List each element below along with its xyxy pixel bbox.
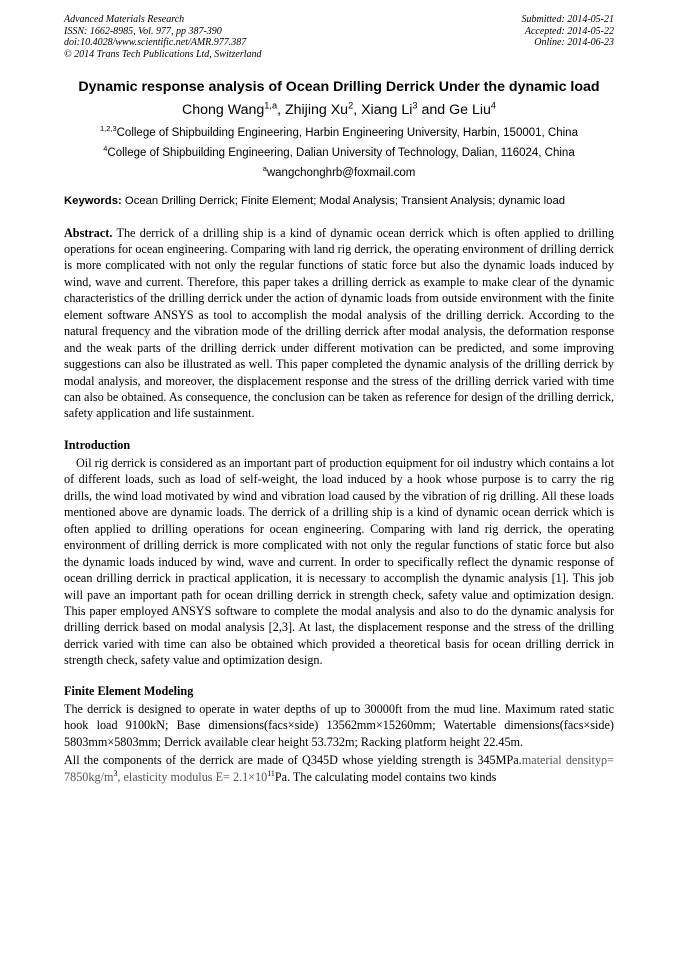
fem-text-a: All the components of the derrick are made of Q345D whose yielding strength is 345MPa. [64,753,522,768]
email-sup: a [262,164,267,174]
paper-title: Dynamic response analysis of Ocean Drilling Derrick Under the dynamic load [78,79,600,95]
email-text[interactable]: wangchonghrb@foxmail.com [266,167,416,179]
affiliation-2 [64,146,614,160]
keywords [64,195,614,209]
journal-issn: ISSN: 1662-8985, Vol. 977, pp 387-390 [64,25,222,37]
section-heading-introduction: Introduction [64,437,131,452]
author-sep: and [417,102,450,118]
journal-header [64,14,614,60]
header-right [522,14,615,60]
fem-paragraph-2 [64,752,614,785]
author-name: Chong Wang [181,102,265,118]
date-accepted: Accepted: 2014-05-22 [524,25,614,37]
affiliation-sup: 1,2,3 [100,124,117,134]
fem-text-d: Pa. The calculating model contains two kinds [274,769,497,784]
affiliation-sup: 4 [103,144,108,154]
affiliation-text: College of Shipbuilding Engineering, Harbin Engineering University, Harbin, 150001, China [116,127,578,139]
author-name: Xiang Li [361,102,413,118]
date-submitted: Submitted: 2014-05-21 [521,14,614,25]
author-sup: 3 [412,100,418,111]
fem-sup-modulus: 11 [267,768,275,778]
keywords-label: Keywords: [64,195,122,207]
journal-name: Advanced Materials Research [64,14,185,25]
date-online: Online: 2014-06-23 [534,37,614,48]
abstract-text: The derrick of a drilling ship is a kind of dynamic ocean derrick which is often applied to drilling operations for ocean engineering. Comparing with land rig derrick, the operating environment of drilling derrick is more complicated with not only the regular functions of static force but also the dynamic loads induced by wind, wave and current. Therefore, this paper takes a drilling derrick as example to make clear of the dynamic characteristics of the drilling derrick under the action of dynamic loads from outside environment with the finite element software ANSYS as tool to accomplish the modal analysis of the drilling derrick. According to the natural frequency and the vibration mode of the drilling derrick after modal analysis, the deformation response and the weak parts of the drilling derrick under different motivation can be predicted, and some improving suggestions can also be illustrated as well. This paper completed the dynamic analysis of the drilling derrick by modal analysis, and moreover, the displacement response and the stress of the drilling derrick varied with time can also be obtained. As consequence, the conclusion can be taken as reference for design of the drilling derrick, safety application and life sustainment. [64,225,614,421]
fem-text-density: material densityρ= 7850kg/m [64,753,614,784]
author-sep: , [353,102,362,118]
author-name: Zhijing Xu [284,102,349,118]
section-heading-fem: Finite Element Modeling [64,683,194,698]
abstract-label: Abstract. [64,225,113,240]
author-sup: 1,a [264,100,278,111]
fem-paragraph-1: The derrick is designed to operate in water depths of up to 30000ft from the mud line. Maximum rated static hook load 9100kN; Base dimensions(facs×side) 13562mm×15260mm; Watertable dimensions(facs×side) 5803mm×5803mm; Derrick available clear height 53.732m; Racking platform height 22.45m. [64,701,614,749]
paper-page [64,14,614,785]
journal-copyright: © 2014 Trans Tech Publications Ltd, Switzerland [64,48,262,60]
journal-doi[interactable]: doi:10.4028/www.scientific.net/AMR.977.387 [64,37,247,48]
author-name: Ge Liu [449,102,491,118]
fem-sup-density: 3 [113,768,118,778]
keywords-text: Ocean Drilling Derrick; Finite Element; Modal Analysis; Transient Analysis; dynamic load [121,195,566,207]
introduction-paragraph: Oil rig derrick is considered as an important part of production equipment for oil industry which contains a lot of different loads, such as load of self-weight, the load induced by a hook whose purpose is to carry the rig drills, the wind load motivated by wind and vibration load caused by the vibration of rig drilling. All these loads mentioned above are dynamic loads. The derrick of a drilling ship is a kind of dynamic ocean derrick which is often applied to drilling operations for ocean engineering. Comparing with land rig derrick, the operating environment of drilling derrick is more complicated with not only the regular functions of static force but also the dynamic loads induced by wind, wave and current. In order to specifically reflect the dynamic response of ocean drilling derrick in practical application, it is necessary to accomplish the dynamic analysis [1]. This job will pave an important path for ocean drilling derrick in strength check, safety value and optimization design. This paper employed ANSYS software to complete the modal analysis and also to do the dynamic analysis for drilling derrick based on modal analysis [2,3]. At last, the displacement response and the stress of the drilling derrick varied with time can also be obtained which provided a theoretical basis for ocean drilling derrick in strength check, safety value and optimization design. [64,455,614,668]
affiliation-1 [64,126,614,140]
author-sup: 4 [490,100,497,111]
author-sep: , [277,102,285,118]
header-left [64,14,262,60]
author-email [64,166,614,180]
author-list [64,101,614,119]
author-sup: 2 [348,100,354,111]
fem-text-modulus: , elasticity modulus E= 2.1×10 [117,769,268,784]
abstract [64,225,614,422]
affiliation-text: College of Shipbuilding Engineering, Dalian University of Technology, Dalian, 116024, China [107,147,575,159]
